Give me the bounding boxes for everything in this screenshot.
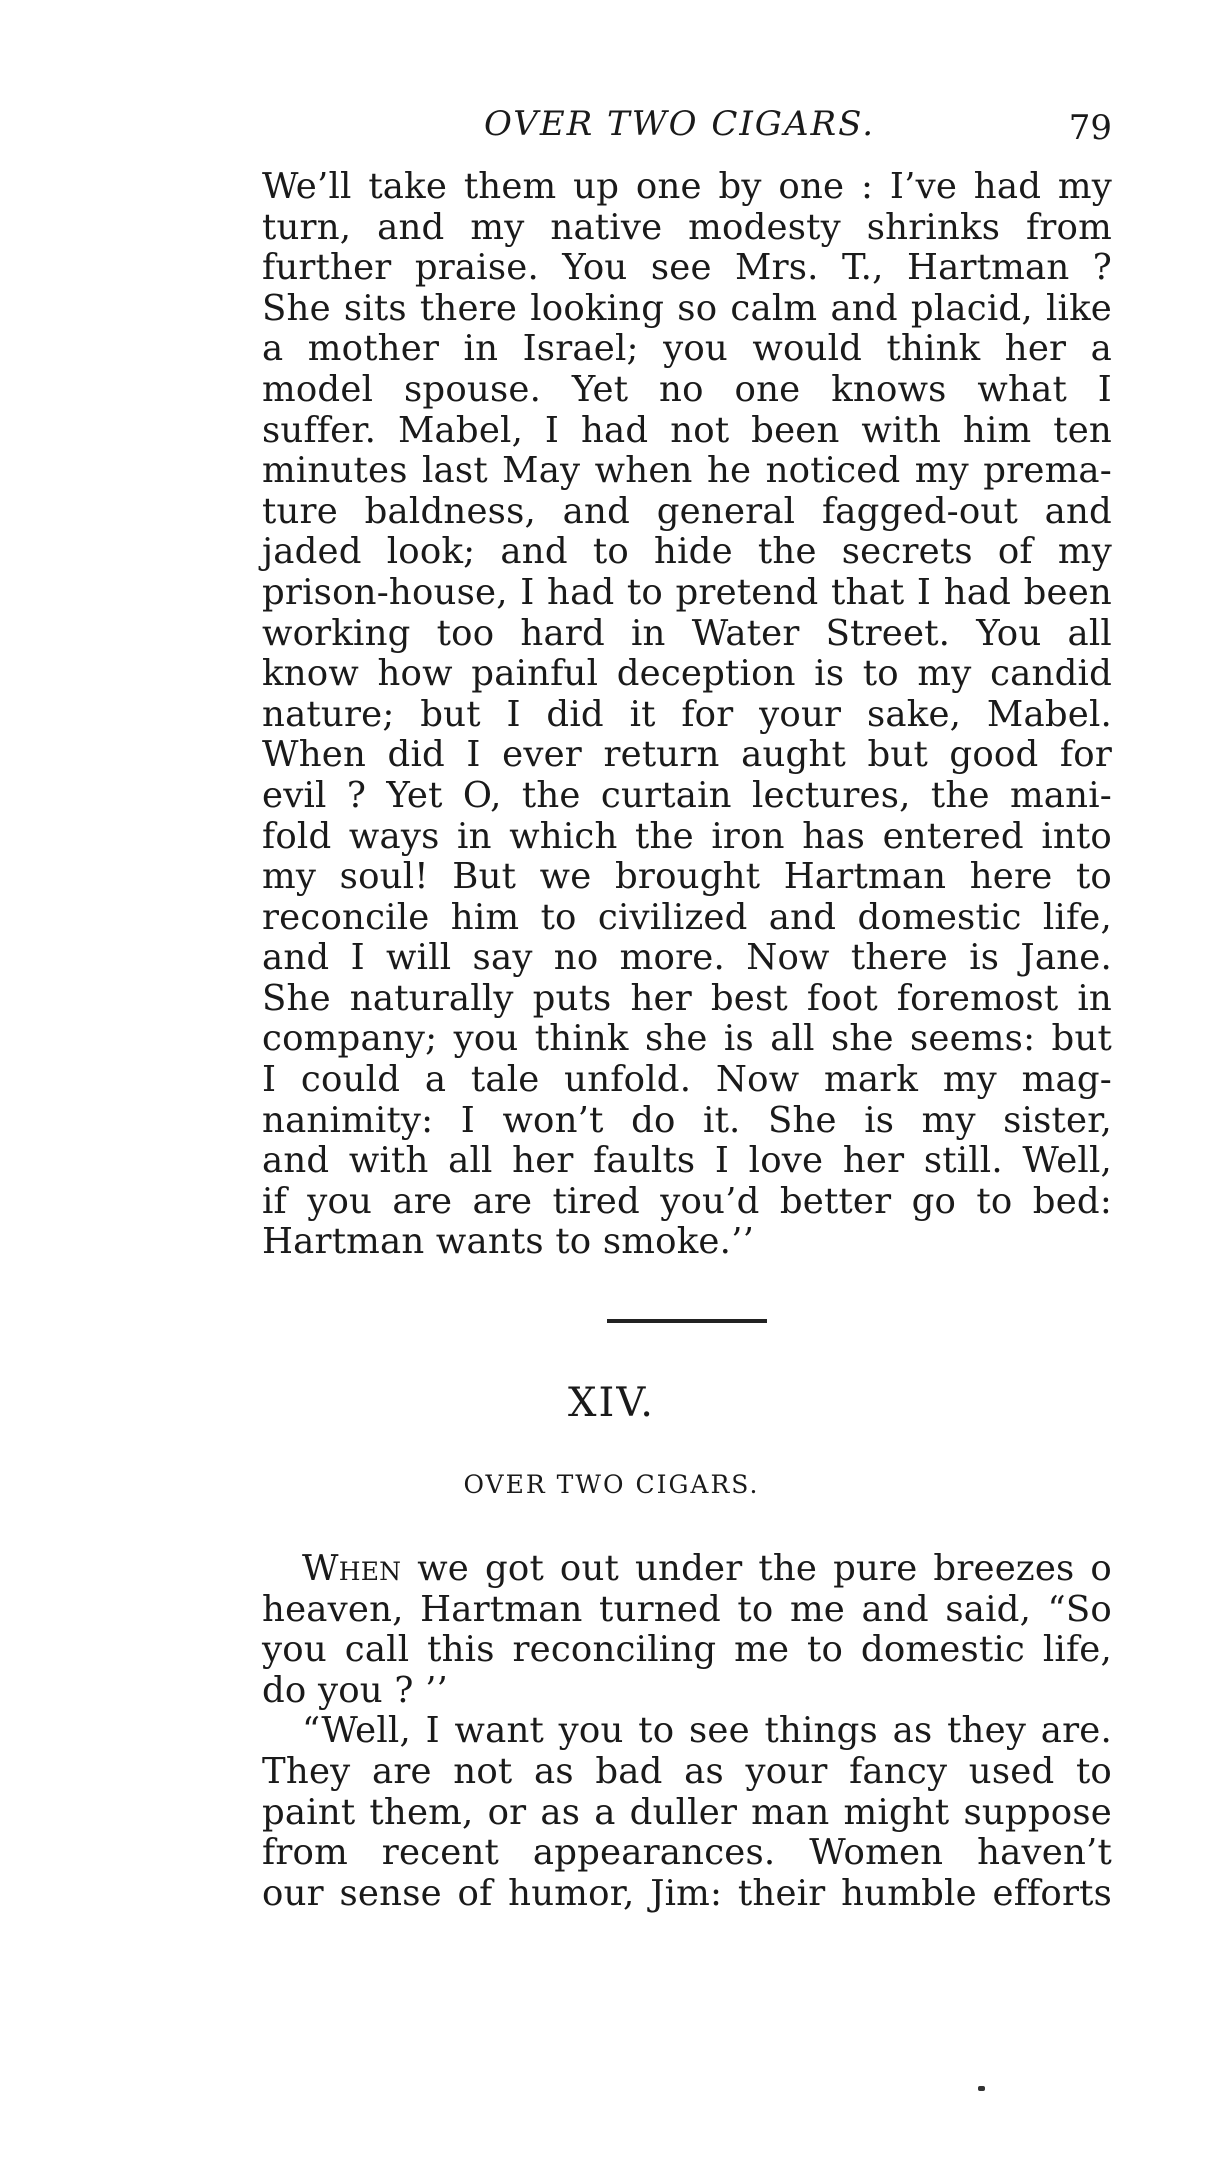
text-line [262, 1549, 1112, 1590]
text-line: nanimity: I won’t do it. She is my sister, [262, 1099, 1112, 1141]
text-line: She sits there looking so calm and placid, like [262, 287, 1112, 329]
text-line: company; you think she is all she seems: but [262, 1018, 1112, 1060]
chapter-title: OVER TWO CIGARS. [463, 1470, 760, 1499]
first-line-rest: we got out under the pure breezes o [401, 1548, 1112, 1589]
text-line: When did I ever return aught but good for [262, 734, 1112, 776]
text-line: a mother in Israel; you would think her a [262, 328, 1112, 370]
text-line: do you ? ’’ [262, 1669, 449, 1711]
text-line: Hartman wants to smoke.’’ [262, 1221, 755, 1263]
drop-word: When [302, 1548, 402, 1589]
text-line: you call this reconciling me to domestic life, [262, 1629, 1112, 1671]
text-line: model spouse. Yet no one knows what I [262, 368, 1112, 410]
text-line: if you are are tired you’d better go to bed: [262, 1180, 1112, 1222]
page-number: 79 [1068, 108, 1112, 148]
text-line: working too hard in Water Street. You all [262, 612, 1112, 654]
text-line: further praise. You see Mrs. T., Hartman ? [262, 247, 1112, 289]
section-divider-rule [607, 1319, 767, 1323]
text-line: evil ? Yet O, the curtain lectures, the mani- [262, 774, 1112, 816]
text-line: our sense of humor, Jim: their humble efforts [262, 1872, 1112, 1914]
text-line: I could a tale unfold. Now mark my mag- [262, 1059, 1112, 1101]
text-line: They are not as bad as your fancy used to [262, 1750, 1112, 1792]
text-line: nature; but I did it for your sake, Mabel. [262, 693, 1112, 735]
text-line: and with all her faults I love her still. Well, [262, 1140, 1112, 1182]
text-line: from recent appearances. Women haven’t [262, 1832, 1112, 1874]
text-line: fold ways in which the iron has entered into [262, 815, 1112, 857]
ink-speck [978, 2086, 985, 2091]
chapter-opening-passage [262, 1549, 1112, 1914]
running-title: OVER TWO CIGARS. [484, 104, 876, 144]
text-line: prison-house, I had to pretend that I had been [262, 571, 1112, 613]
text-line: minutes last May when he noticed my prema- [262, 450, 1112, 492]
text-line: “Well, I want you to see things as they are. [302, 1710, 1112, 1752]
text-line: We’ll take them up one by one : I’ve had my [262, 166, 1112, 207]
text-line: paint them, or as a duller man might suppose [262, 1791, 1112, 1833]
text-line: suffer. Mabel, I had not been with him ten [262, 409, 1112, 451]
text-line: reconcile him to civilized and domestic life, [262, 896, 1112, 938]
text-line: jaded look; and to hide the secrets of my [262, 531, 1112, 573]
text-line: turn, and my native modesty shrinks from [262, 206, 1112, 248]
text-line: She naturally puts her best foot foremost in [262, 977, 1112, 1019]
passage-continued [262, 167, 1112, 1263]
text-line: heaven, Hartman turned to me and said, “So [262, 1588, 1112, 1630]
text-line: my soul! But we brought Hartman here to [262, 856, 1112, 898]
running-head [262, 104, 1112, 154]
chapter-number: XIV. [568, 1380, 655, 1426]
text-line: ture baldness, and general fagged-out and [262, 490, 1112, 532]
text-line: know how painful deception is to my candid [262, 653, 1112, 695]
text-line: and I will say no more. Now there is Jane. [262, 937, 1112, 979]
